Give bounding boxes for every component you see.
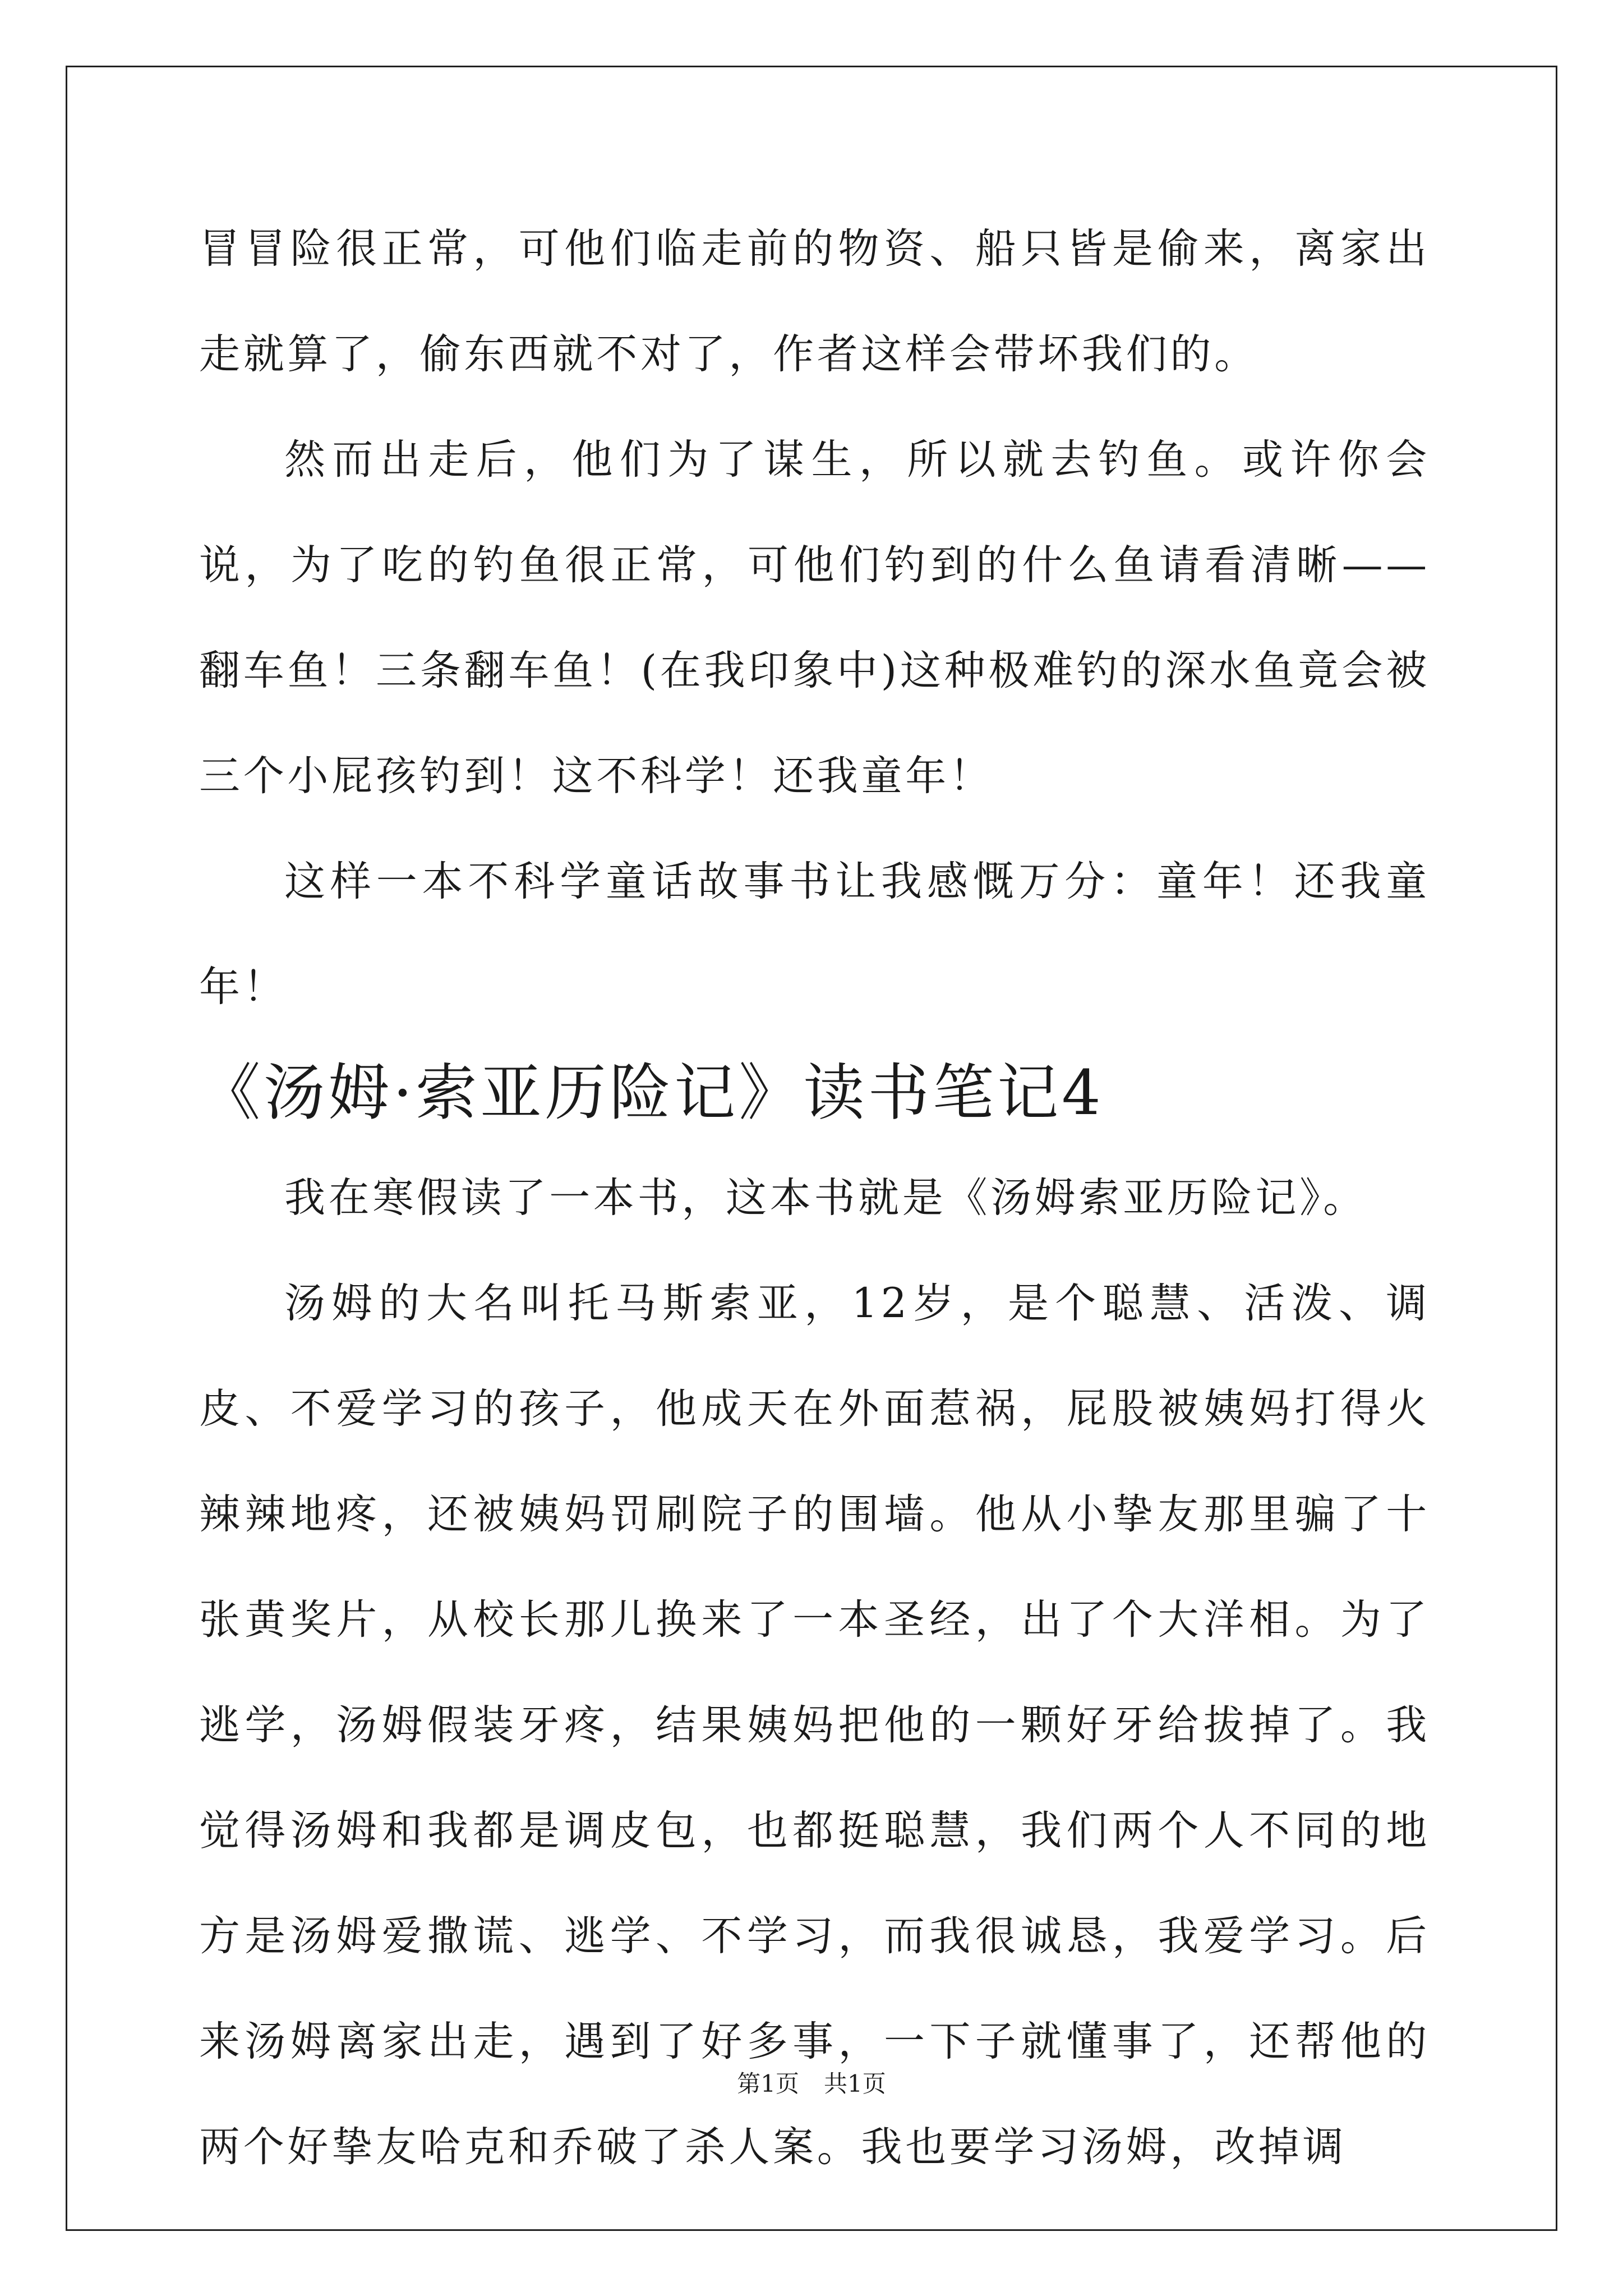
page-number: 第1页 [737, 2070, 799, 2097]
page-total: 共1页 [824, 2070, 886, 2097]
section-heading: 《汤姆·索亚历险记》读书笔记4 [199, 1057, 1104, 1129]
paragraph-3: 这样一本不科学童话故事书让我感慨万分：童年！还我童年！ [199, 858, 1430, 1011]
paragraph-1: 冒冒险很正常，可他们临走前的物资、船只皆是偷来，离家出走就算了，偷东西就不对了，作者这样会带坏我们的。 [199, 225, 1430, 378]
paragraph-4: 我在寒假读了一本书，这本书就是《汤姆索亚历险记》。 [284, 1174, 1367, 1222]
document-body [199, 196, 1430, 2200]
paragraph-2: 然而出走后，他们为了谋生，所以就去钓鱼。或许你会说，为了吃的钓鱼很正常，可他们钓到的什么鱼请看清晰——翻车鱼！三条翻车鱼！(在我印象中)这种极难钓的深水鱼竟会被三个小屁孩钓到！这不科学！还我童年！ [199, 436, 1430, 800]
paragraph-5: 汤姆的大名叫托马斯索亚，12岁，是个聪慧、活泼、调皮、不爱学习的孩子，他成天在外面惹祸，屁股被姨妈打得火辣辣地疼，还被姨妈罚刷院子的围墙。他从小挚友那里骗了十张黄奖片，从校长那儿换来了一本圣经，出了个大洋相。为了逃学，汤姆假装牙疼，结果姨妈把他的一颗好牙给拔掉了。我觉得汤姆和我都是调皮包，也都挺聪慧，我们两个人不同的地方是汤姆爱撒谎、逃学、不学习，而我很诚恳，我爱学习。后来汤姆离家出走，遇到了好多事，一下子就懂事了，还帮他的两个好挚友哈克和乔破了杀人案。我也要学习汤姆，改掉调 [199, 1280, 1430, 2171]
page-footer [0, 2067, 1623, 2101]
